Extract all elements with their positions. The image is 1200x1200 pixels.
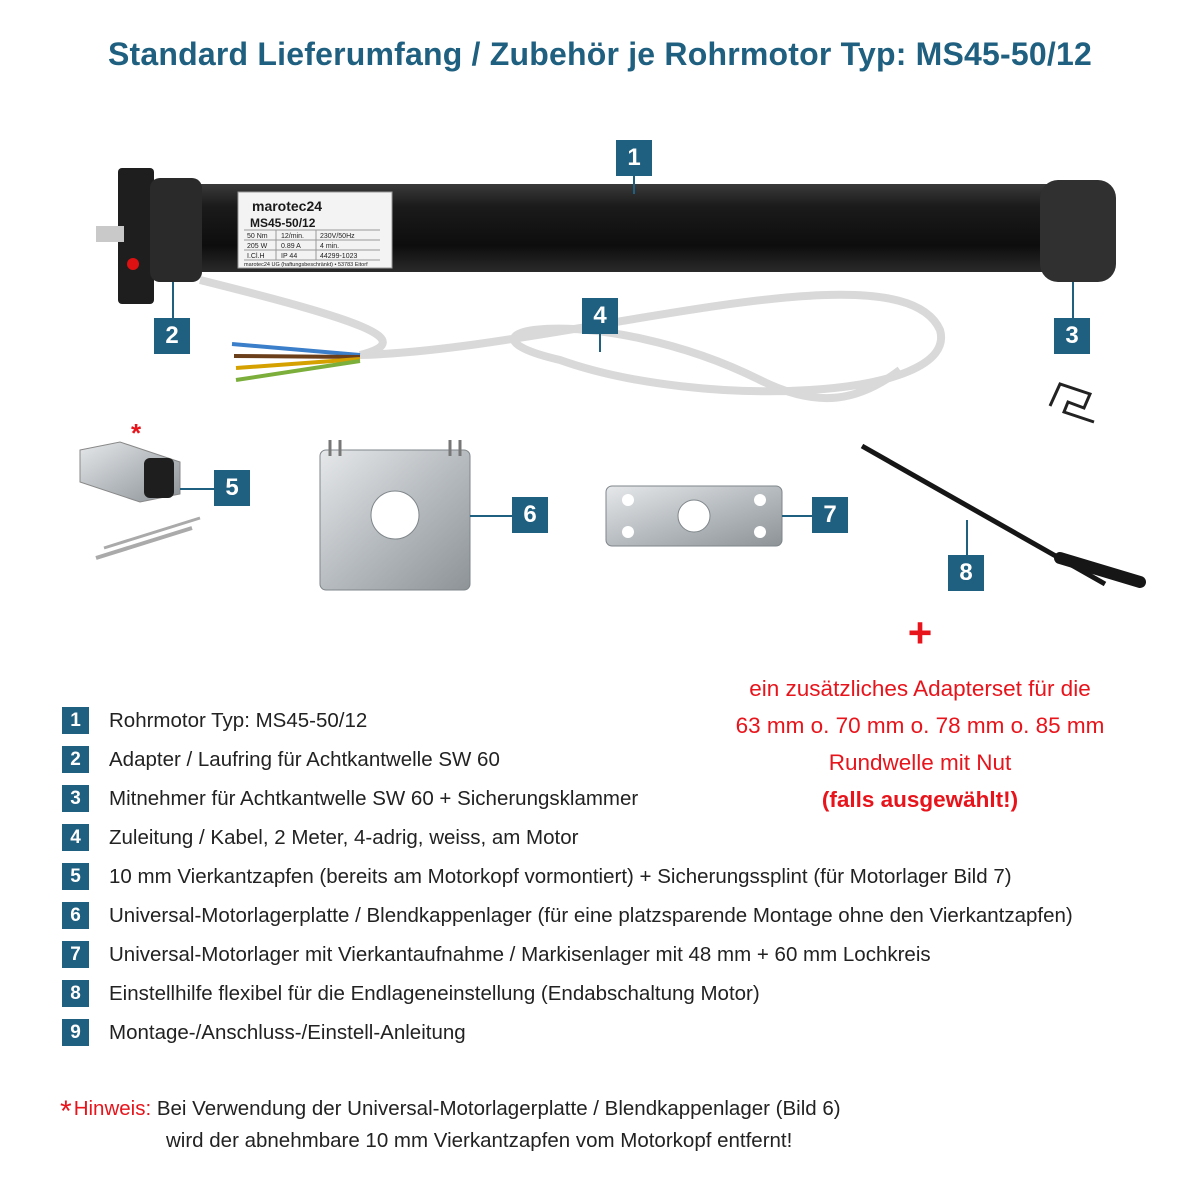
legend-text: Universal-Motorlager mit Vierkantaufnahme / Markisenlager mit 48 mm + 60 mm Lochkreis — [109, 942, 931, 966]
legend-number: 4 — [62, 824, 89, 851]
adapter-line-bold: (falls ausgewählt!) — [821, 787, 1019, 812]
legend-number: 8 — [62, 980, 89, 1007]
legend-text: Adapter / Laufring für Achtkantwelle SW 60 — [109, 747, 500, 771]
label-model: MS45-50/12 — [250, 216, 316, 230]
badge-4: 4 — [582, 298, 618, 334]
legend-number: 9 — [62, 1019, 89, 1046]
legend-item — [62, 740, 1073, 779]
legend-number: 3 — [62, 785, 89, 812]
legend-item — [62, 1013, 1073, 1052]
label-spec-cell: 44299-1023 — [320, 253, 358, 260]
hint-text-line2: wird der abnehmbare 10 mm Vierkantzapfen vom Motorkopf entfernt! — [166, 1129, 793, 1152]
pin-asterisk: * — [131, 418, 142, 448]
legend-item — [62, 935, 1073, 974]
badge-2: 2 — [154, 318, 190, 354]
label-spec-cell: 230V/50Hz — [320, 233, 355, 240]
hint-asterisk: * — [60, 1095, 72, 1128]
hint-text: Bei Verwendung der Universal-Motorlagerplatte / Blendkappenlager (Bild 6) — [156, 1097, 841, 1120]
legend-text: Mitnehmer für Achtkantwelle SW 60 + Sicherungsklammer — [109, 786, 639, 810]
badge-3: 3 — [1054, 318, 1090, 354]
badge-5: 5 — [214, 470, 250, 506]
label-spec-cell: 0.89 A — [281, 243, 301, 250]
badge-7: 7 — [812, 497, 848, 533]
leader-line — [172, 282, 174, 320]
label-spec-cell: 205 W — [247, 243, 268, 250]
motor-bearing — [606, 486, 782, 546]
badge-1: 1 — [616, 140, 652, 176]
legend-text: Zuleitung / Kabel, 2 Meter, 4-adrig, weiss, am Motor — [109, 825, 579, 849]
legend-item — [62, 857, 1073, 896]
legend-item — [62, 818, 1073, 857]
label-spec-cell: 50 Nm — [247, 233, 268, 240]
legend-item — [62, 701, 1073, 740]
leader-line — [966, 520, 968, 556]
cable — [200, 280, 941, 398]
legend-number: 2 — [62, 746, 89, 773]
leader-line — [1072, 282, 1074, 320]
leader-line — [180, 488, 214, 490]
legend-text: Montage-/Anschluss-/Einstell-Anleitung — [109, 1020, 466, 1044]
legend-text: Universal-Motorlagerplatte / Blendkappenlager (für eine platzsparende Montage ohne den Vierkantzapfen) — [109, 903, 1073, 927]
bearing-plate — [320, 440, 470, 590]
label-spec-cell: 4 min. — [320, 243, 340, 250]
legend-item — [62, 896, 1073, 935]
adapter-line: ein zusätzliches Adapterset für die — [749, 676, 1091, 701]
page-title: Standard Lieferumfang / Zubehör je Rohrmotor Typ: MS45-50/12 — [108, 36, 1092, 72]
label-brand: marotec24 — [252, 198, 323, 214]
legend-number: 6 — [62, 902, 89, 929]
legend-text: Rohrmotor Typ: MS45-50/12 — [109, 708, 368, 732]
square-pin — [80, 442, 200, 558]
adapter-line: Rundwelle mit Nut — [828, 750, 1012, 775]
label-footer: marotec24 UG (haftungsbeschränkt) • 53783 Eitorf — [244, 262, 368, 268]
hint-note — [60, 1094, 841, 1155]
legend-item — [62, 779, 1073, 818]
plus-sign: + — [907, 609, 933, 656]
legend-list — [62, 701, 1073, 1052]
legend-text: Einstellhilfe flexibel für die Endlageneinstellung (Endabschaltung Motor) — [109, 981, 760, 1005]
label-spec-cell: 12/min. — [281, 233, 304, 240]
leader-line — [470, 515, 512, 517]
badge-8: 8 — [948, 555, 984, 591]
safety-clip — [1050, 384, 1094, 422]
legend-number: 1 — [62, 707, 89, 734]
legend-text: 10 mm Vierkantzapfen (bereits am Motorkopf vormontiert) + Sicherungssplint (für Motorlager Bild 7) — [109, 864, 1012, 888]
legend-item — [62, 974, 1073, 1013]
badge-6: 6 — [512, 497, 548, 533]
leader-line — [599, 332, 601, 352]
hint-line — [60, 1094, 841, 1126]
label-spec-cell: IP 44 — [281, 253, 298, 260]
adapter-line: 63 mm o. 70 mm o. 78 mm o. 85 mm — [735, 713, 1105, 738]
label-spec-cell: I.Cl.H — [247, 253, 265, 260]
hint-label: Hinweis: — [73, 1097, 152, 1120]
adjustment-tool — [862, 446, 1140, 584]
legend-number: 7 — [62, 941, 89, 968]
leader-line — [782, 515, 812, 517]
legend-number: 5 — [62, 863, 89, 890]
